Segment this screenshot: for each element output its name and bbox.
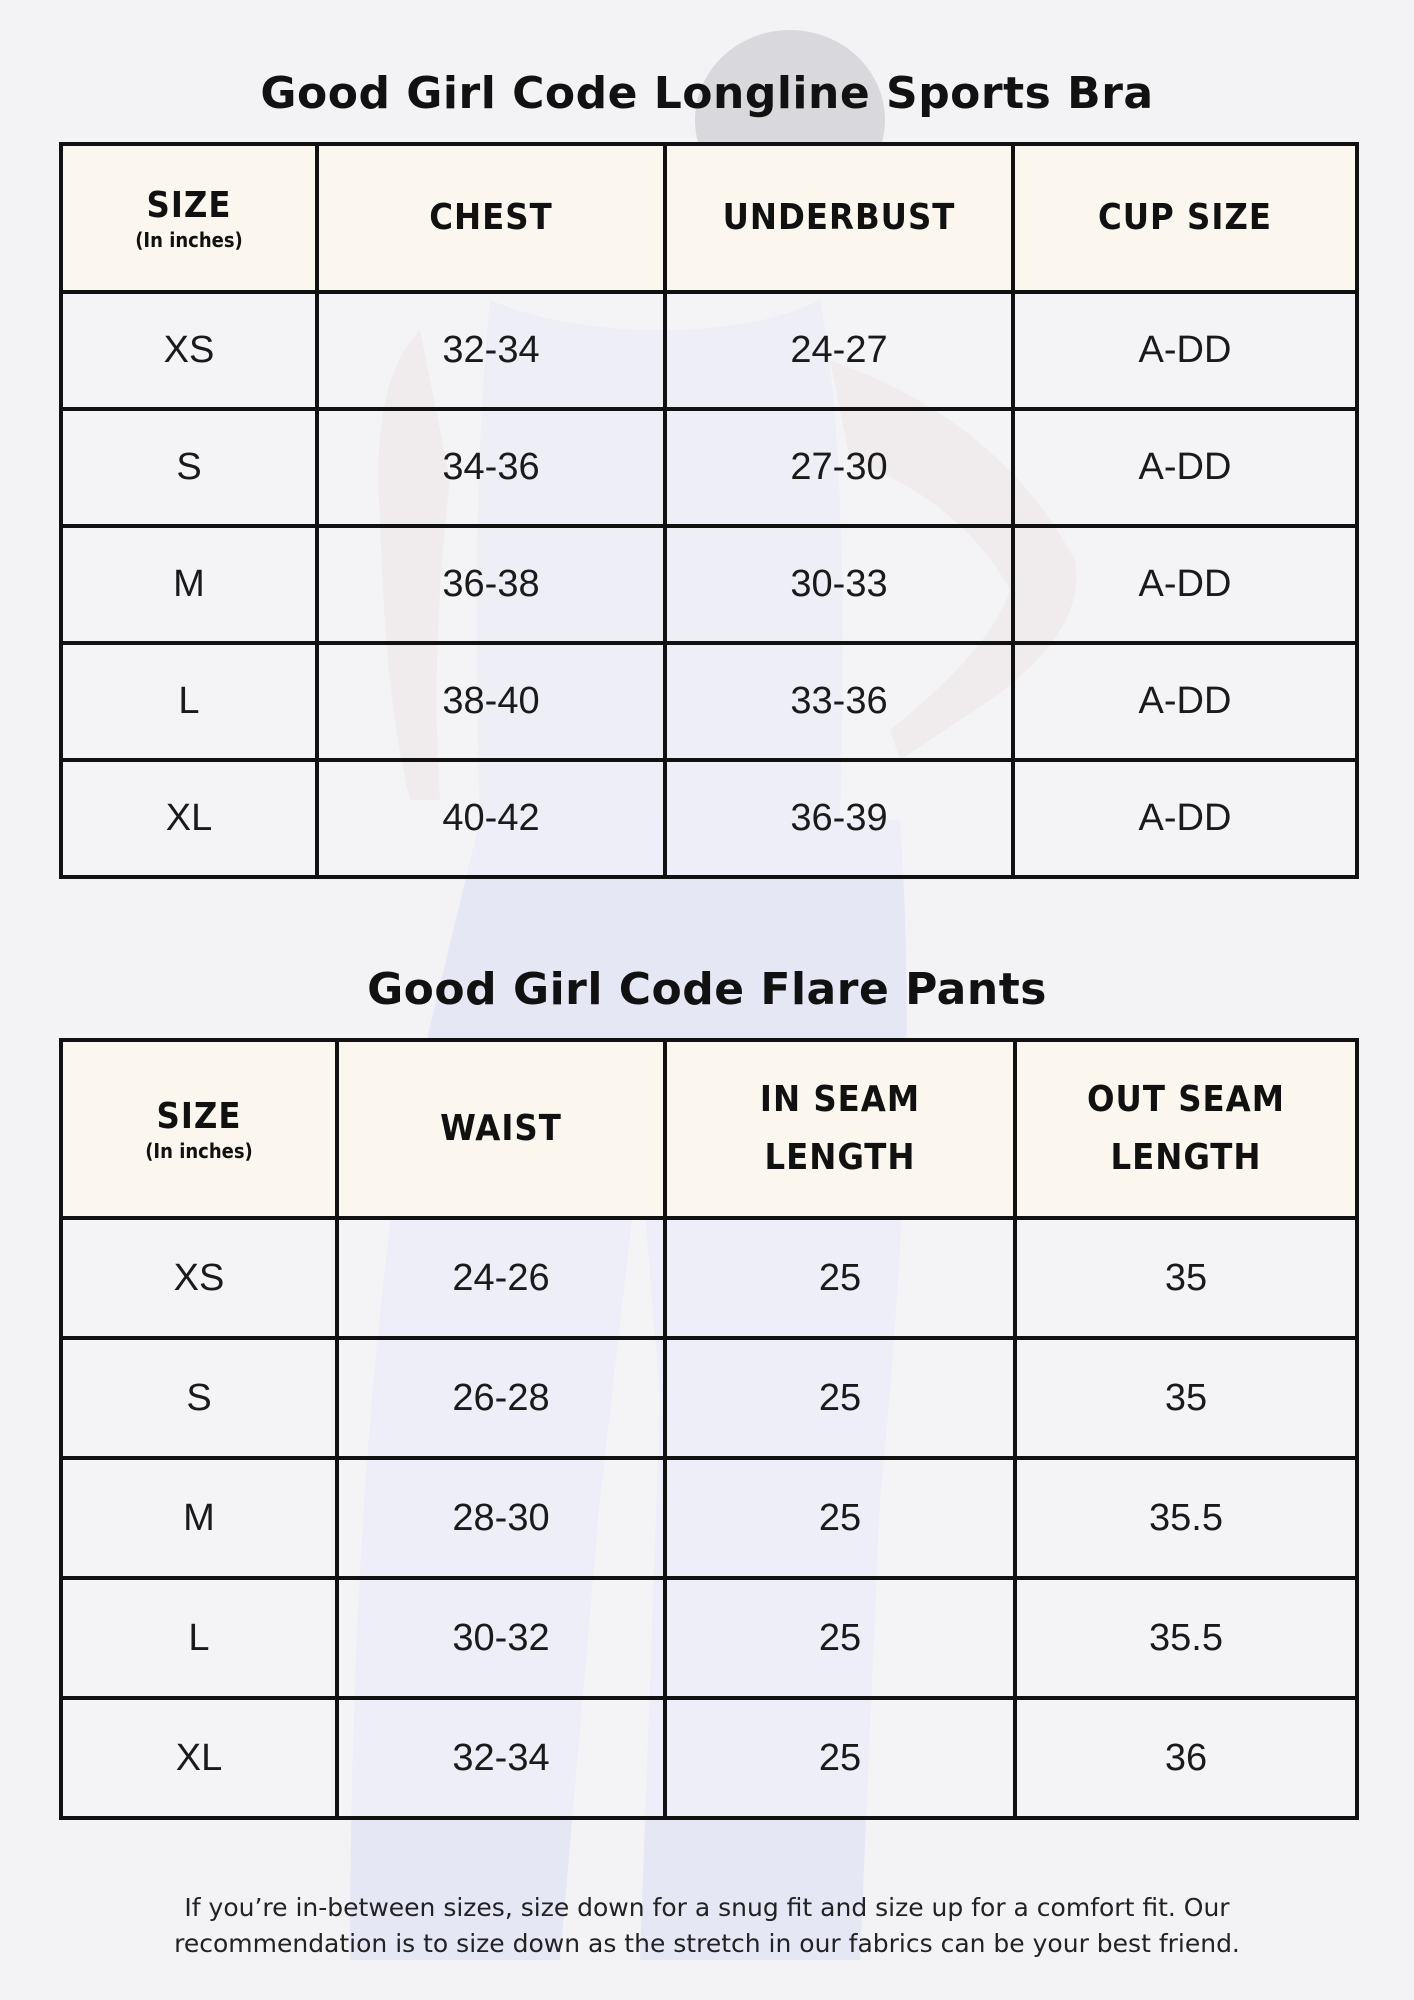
cup-cell: A-DD: [1013, 409, 1357, 526]
out-seam-cell: 35.5: [1015, 1578, 1357, 1698]
waist-cell: 24-26: [337, 1218, 665, 1338]
size-cell: S: [61, 1338, 337, 1458]
chest-cell: 32-34: [317, 292, 665, 409]
bra-size-table: [59, 142, 1359, 879]
waist-header: WAIST: [337, 1040, 665, 1218]
in-seam-cell: 25: [665, 1578, 1015, 1698]
size-header-unit: (In inches): [135, 228, 243, 252]
out-seam-header: [1015, 1040, 1357, 1218]
size-cell: M: [61, 1458, 337, 1578]
size-cell: XS: [61, 1218, 337, 1338]
footnote-line-1: If you’re in-between sizes, size down for a snug fit and size up for a comfort fit. Our: [184, 1893, 1230, 1922]
out-seam-cell: 35.5: [1015, 1458, 1357, 1578]
in-seam-header-line1: IN SEAM: [759, 1079, 921, 1120]
out-seam-header-line1: OUT SEAM: [1087, 1079, 1285, 1120]
footnote-line-2: recommendation is to size down as the stretch in our fabrics can be your best friend.: [174, 1929, 1240, 1958]
table-row: [61, 1578, 1357, 1698]
size-header-label: SIZE: [156, 1096, 242, 1137]
waist-cell: 26-28: [337, 1338, 665, 1458]
size-cell: M: [61, 526, 317, 643]
in-seam-header-line2: LENGTH: [764, 1137, 916, 1178]
chest-header: CHEST: [317, 144, 665, 292]
in-seam-cell: 25: [665, 1458, 1015, 1578]
table-row: [61, 526, 1357, 643]
table-row: [61, 1698, 1357, 1818]
table-row: [61, 1218, 1357, 1338]
size-cell: S: [61, 409, 317, 526]
in-seam-cell: 25: [665, 1218, 1015, 1338]
chest-cell: 34-36: [317, 409, 665, 526]
cup-cell: A-DD: [1013, 292, 1357, 409]
table-row: [61, 760, 1357, 877]
underbust-header: UNDERBUST: [665, 144, 1013, 292]
size-cell: L: [61, 643, 317, 760]
underbust-cell: 30-33: [665, 526, 1013, 643]
bra-chart-title: Good Girl Code Longline Sports Bra: [260, 68, 1154, 119]
waist-cell: 28-30: [337, 1458, 665, 1578]
out-seam-header-line2: LENGTH: [1110, 1137, 1262, 1178]
waist-cell: 32-34: [337, 1698, 665, 1818]
table-header-row: [61, 144, 1357, 292]
size-cell: XL: [61, 760, 317, 877]
in-seam-header: [665, 1040, 1015, 1218]
size-header: [61, 1040, 337, 1218]
sizing-footnote: [100, 1890, 1314, 1962]
pants-chart-title: Good Girl Code Flare Pants: [367, 964, 1047, 1015]
size-cell: L: [61, 1578, 337, 1698]
cup-cell: A-DD: [1013, 643, 1357, 760]
size-header: [61, 144, 317, 292]
chest-cell: 36-38: [317, 526, 665, 643]
underbust-cell: 36-39: [665, 760, 1013, 877]
out-seam-cell: 36: [1015, 1698, 1357, 1818]
chest-cell: 40-42: [317, 760, 665, 877]
table-header-row: [61, 1040, 1357, 1218]
out-seam-cell: 35: [1015, 1218, 1357, 1338]
cup-cell: A-DD: [1013, 526, 1357, 643]
cup-size-header: CUP SIZE: [1013, 144, 1357, 292]
out-seam-cell: 35: [1015, 1338, 1357, 1458]
size-cell: XS: [61, 292, 317, 409]
size-cell: XL: [61, 1698, 337, 1818]
cup-cell: A-DD: [1013, 760, 1357, 877]
chest-cell: 38-40: [317, 643, 665, 760]
table-row: [61, 643, 1357, 760]
size-header-label: SIZE: [146, 185, 232, 226]
in-seam-cell: 25: [665, 1338, 1015, 1458]
waist-cell: 30-32: [337, 1578, 665, 1698]
table-row: [61, 1338, 1357, 1458]
in-seam-cell: 25: [665, 1698, 1015, 1818]
table-row: [61, 1458, 1357, 1578]
underbust-cell: 24-27: [665, 292, 1013, 409]
underbust-cell: 33-36: [665, 643, 1013, 760]
pants-size-table: [59, 1038, 1359, 1820]
underbust-cell: 27-30: [665, 409, 1013, 526]
table-row: [61, 409, 1357, 526]
table-row: [61, 292, 1357, 409]
size-header-unit: (In inches): [145, 1139, 253, 1163]
